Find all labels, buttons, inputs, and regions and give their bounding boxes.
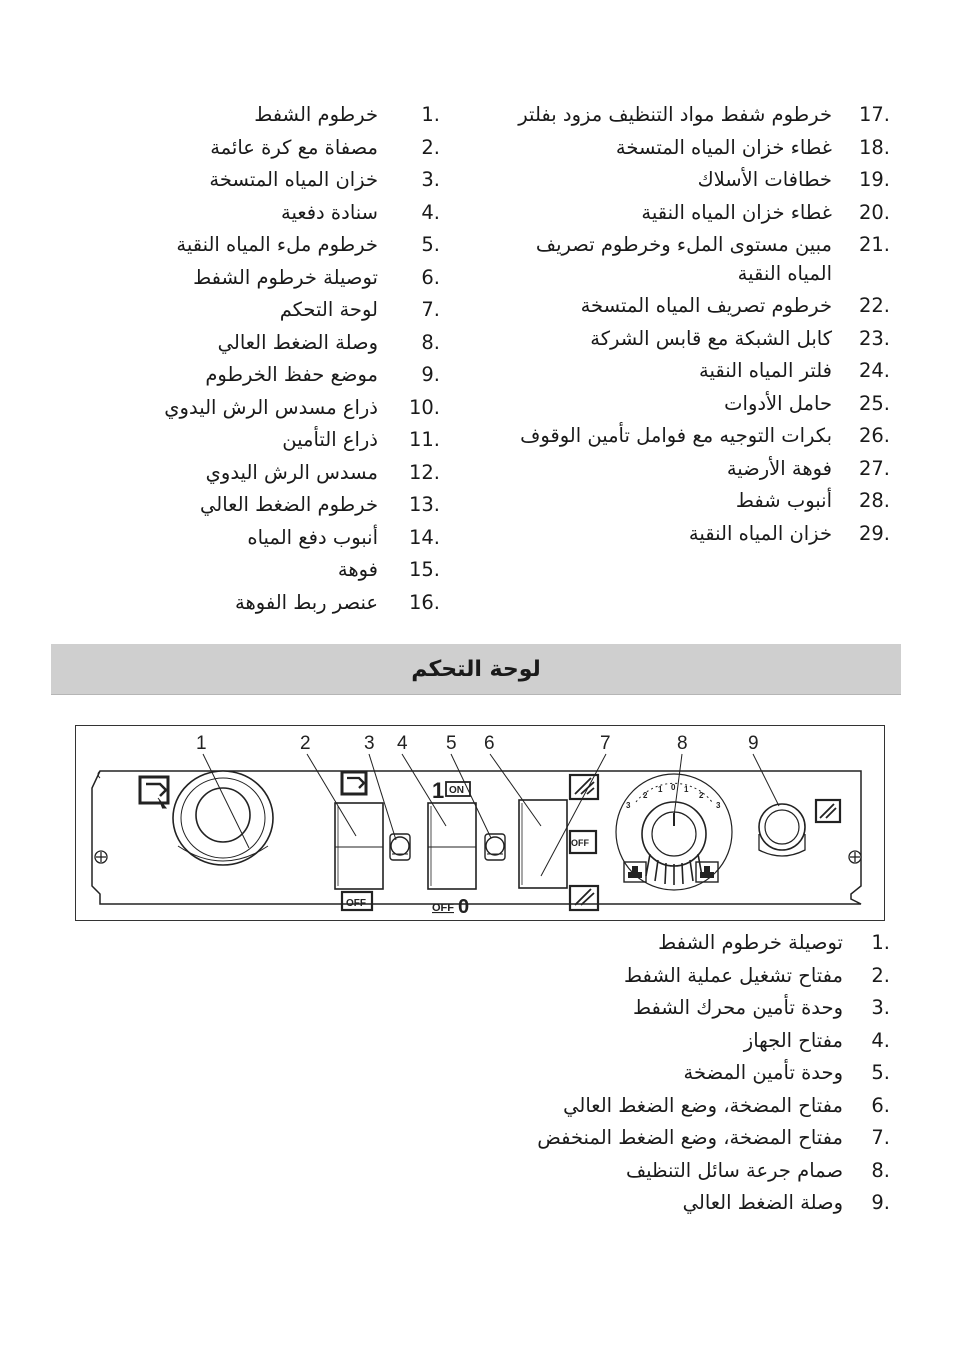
list-item-text: خرطوم تصريف المياه المتسخة bbox=[580, 294, 832, 317]
parts-list-item bbox=[140, 296, 440, 325]
list-item-number: 2. bbox=[871, 963, 890, 987]
parts-list-item bbox=[140, 361, 440, 390]
list-item-number: 14. bbox=[408, 525, 440, 549]
parts-list-right bbox=[500, 101, 890, 552]
list-item-number: 26. bbox=[858, 424, 890, 447]
pump-fuse[interactable] bbox=[485, 834, 505, 860]
list-item-number: 28. bbox=[858, 489, 890, 512]
list-item-number: 16. bbox=[408, 590, 440, 614]
svg-text:3: 3 bbox=[716, 801, 721, 810]
list-item-number: 25. bbox=[858, 391, 890, 415]
parts-list-item bbox=[500, 455, 890, 484]
high-pressure-outlet-icon bbox=[816, 800, 840, 822]
section-header bbox=[51, 644, 901, 695]
parts-list-item bbox=[140, 231, 440, 260]
parts-list-item bbox=[500, 292, 890, 321]
device-switch[interactable] bbox=[428, 803, 476, 889]
left-screw bbox=[95, 851, 107, 863]
parts-list-item bbox=[140, 166, 440, 195]
list-item-text: وصلة الضغط العالي bbox=[217, 330, 378, 354]
parts-list-item bbox=[140, 329, 440, 358]
svg-text:OFF: OFF bbox=[346, 898, 366, 909]
suction-switch-icon bbox=[342, 772, 366, 794]
control-panel-list bbox=[480, 929, 890, 1222]
parts-list-item bbox=[500, 166, 890, 195]
callout-7: 7 bbox=[600, 733, 611, 754]
list-item-text: وحدة تأمين محرك الشفط bbox=[632, 996, 843, 1019]
parts-list-left bbox=[140, 101, 440, 621]
list-item-number: 15. bbox=[408, 558, 440, 581]
suction-off-icon bbox=[342, 892, 372, 910]
parts-list-item bbox=[500, 422, 890, 451]
list-item-text: أنبوب دفع المياه bbox=[247, 525, 378, 549]
list-item-text: فوهة الأرضية bbox=[726, 456, 832, 480]
parts-list-item bbox=[140, 491, 440, 520]
parts-list-item bbox=[140, 459, 440, 488]
list-item-number: 10. bbox=[408, 395, 440, 419]
list-item-text: سنادة دفعية bbox=[280, 200, 378, 224]
suction-hose-connection[interactable] bbox=[173, 771, 273, 865]
list-item-number: 22. bbox=[858, 294, 890, 317]
list-item-number: 8. bbox=[871, 1158, 890, 1182]
list-item-text: مفتاح المضخة، وضع الضغط العالي bbox=[563, 1093, 843, 1117]
list-item-text: موضع حفظ الخرطوم bbox=[205, 363, 378, 386]
list-item-number: 4. bbox=[421, 200, 440, 224]
list-item-text: خرطوم شفط مواد التنظيف مزود بفلتر bbox=[518, 103, 832, 126]
parts-list-item bbox=[500, 325, 890, 354]
control-panel-list-item bbox=[480, 994, 890, 1023]
list-item-text: خرطوم الضغط العالي bbox=[200, 493, 378, 516]
callout-9: 9 bbox=[748, 733, 759, 754]
list-item-number: 27. bbox=[858, 456, 890, 480]
parts-list-item bbox=[140, 589, 440, 618]
parts-list-item bbox=[140, 199, 440, 228]
list-item-text: كابل الشبكة مع قابس الشركة bbox=[590, 326, 832, 350]
suction-motor-fuse[interactable] bbox=[390, 834, 410, 860]
svg-text:2: 2 bbox=[699, 791, 704, 800]
pump-off-icon bbox=[570, 831, 596, 853]
device-switch-off-icon bbox=[432, 896, 469, 918]
control-panel-list-item bbox=[480, 962, 890, 991]
callout-8: 8 bbox=[677, 733, 688, 754]
callout-4: 4 bbox=[397, 733, 408, 754]
list-item-text: مفتاح تشغيل عملية الشفط bbox=[623, 963, 843, 987]
list-item-number: 20. bbox=[858, 200, 890, 224]
list-item-number: 5. bbox=[421, 233, 440, 256]
svg-text:1: 1 bbox=[658, 785, 663, 794]
list-item-number: 23. bbox=[858, 326, 890, 350]
list-item-text: بكرات التوجيه مع فوامل تأمين الوقوف bbox=[520, 424, 832, 447]
list-item-number: 9. bbox=[421, 363, 440, 386]
list-item-text: مبين مستوى الملء وخرطوم تصريف المياه النقية bbox=[535, 233, 832, 285]
parts-list-item bbox=[500, 520, 890, 549]
list-item-text: توصيلة خرطوم الشفط bbox=[193, 265, 378, 289]
list-item-number: 21. bbox=[858, 233, 890, 256]
right-screw bbox=[849, 851, 861, 863]
list-item-text: وحدة تأمين المضخة bbox=[683, 1061, 843, 1084]
list-item-number: 29. bbox=[858, 521, 890, 545]
list-item-text: خطافات الأسلاك bbox=[697, 168, 832, 191]
callout-2: 2 bbox=[300, 733, 311, 754]
control-panel-list-item bbox=[480, 1059, 890, 1088]
list-item-text: عنصر ربط الفوهة bbox=[235, 590, 378, 614]
list-item-text: ذراع مسدس الرش اليدوي bbox=[164, 395, 378, 419]
list-item-number: 6. bbox=[871, 1093, 890, 1117]
list-item-text: فوهة bbox=[337, 558, 378, 581]
list-item-text: خرطوم الشفط bbox=[254, 103, 378, 126]
list-item-number: 3. bbox=[871, 996, 890, 1019]
callout-5: 5 bbox=[446, 733, 457, 754]
list-item-text: لوحة التحكم bbox=[279, 298, 378, 321]
control-panel-list-item bbox=[480, 1157, 890, 1186]
list-item-text: مفتاح المضخة، وضع الضغط المنخفض bbox=[537, 1126, 843, 1149]
parts-list-item bbox=[140, 556, 440, 585]
parts-list-item bbox=[140, 264, 440, 293]
list-item-number: 7. bbox=[871, 1126, 890, 1149]
list-item-number: 13. bbox=[408, 493, 440, 516]
list-item-number: 8. bbox=[421, 330, 440, 354]
callout-1: 1 bbox=[196, 733, 207, 754]
list-item-text: فلتر المياه النقية bbox=[699, 359, 832, 382]
list-item-text: غطاء خزان المياه المتسخة bbox=[615, 135, 832, 159]
control-panel-list-item bbox=[480, 1189, 890, 1218]
list-item-number: 3. bbox=[421, 168, 440, 191]
list-item-number: 1. bbox=[421, 103, 440, 126]
parts-list-item bbox=[140, 134, 440, 163]
parts-list-item bbox=[500, 487, 890, 516]
list-item-number: 1. bbox=[871, 931, 890, 954]
parts-list-item bbox=[500, 231, 890, 288]
list-item-number: 2. bbox=[421, 135, 440, 159]
svg-text:ON: ON bbox=[449, 785, 464, 796]
list-item-number: 18. bbox=[858, 135, 890, 159]
pump-switch[interactable] bbox=[519, 800, 567, 888]
list-item-number: 6. bbox=[421, 265, 440, 289]
parts-list-item bbox=[500, 390, 890, 419]
list-item-text: خرطوم ملء المياه النقية bbox=[176, 233, 378, 256]
list-item-number: 9. bbox=[871, 1191, 890, 1214]
suction-hose-icon bbox=[140, 777, 168, 808]
svg-text:3: 3 bbox=[626, 801, 631, 810]
svg-text:2: 2 bbox=[643, 791, 648, 800]
list-item-text: أنبوب شفط bbox=[735, 489, 832, 512]
list-item-text: غطاء خزان المياه النقية bbox=[641, 200, 832, 224]
list-item-number: 17. bbox=[858, 103, 890, 126]
detergent-min-icon bbox=[624, 862, 646, 882]
list-item-number: 4. bbox=[871, 1028, 890, 1052]
control-panel-list-item bbox=[480, 1027, 890, 1056]
parts-list-item bbox=[140, 524, 440, 553]
control-panel-list-item bbox=[480, 1092, 890, 1121]
parts-list-item bbox=[140, 101, 440, 130]
list-item-text: وصلة الضغط العالي bbox=[682, 1191, 843, 1214]
svg-text:1: 1 bbox=[684, 785, 689, 794]
list-item-text: مسدس الرش اليدوي bbox=[205, 460, 378, 484]
list-item-text: خزان المياه المتسخة bbox=[209, 168, 378, 191]
svg-text:OFF: OFF bbox=[571, 838, 589, 848]
list-item-text: حامل الأدوات bbox=[724, 391, 832, 415]
section-title: لوحة التحكم bbox=[411, 656, 541, 682]
parts-list-item bbox=[500, 101, 890, 130]
list-item-number: 12. bbox=[408, 460, 440, 484]
spray-low-pressure-icon bbox=[570, 886, 598, 910]
list-item-number: 24. bbox=[858, 359, 890, 382]
control-panel-list-item bbox=[480, 929, 890, 958]
parts-list-item bbox=[140, 394, 440, 423]
list-item-text: مصفاة مع كرة عائمة bbox=[210, 135, 378, 159]
control-panel-drawing bbox=[76, 726, 886, 922]
parts-list-item bbox=[500, 199, 890, 228]
control-panel-diagram bbox=[75, 725, 885, 921]
svg-text:0: 0 bbox=[458, 896, 470, 918]
parts-list-item bbox=[500, 134, 890, 163]
list-item-text: مفتاح الجهاز bbox=[743, 1028, 843, 1052]
list-item-number: 11. bbox=[408, 428, 440, 451]
list-item-number: 5. bbox=[871, 1061, 890, 1084]
svg-text:0: 0 bbox=[671, 783, 676, 792]
control-panel-list-item bbox=[480, 1124, 890, 1153]
list-item-text: صمام جرعة سائل التنظيف bbox=[625, 1158, 843, 1182]
svg-text:1: 1 bbox=[432, 778, 445, 803]
list-item-text: ذراع التأمين bbox=[282, 428, 378, 451]
list-item-text: خزان المياه النقية bbox=[688, 521, 832, 545]
parts-list-item bbox=[140, 426, 440, 455]
parts-list-item bbox=[500, 357, 890, 386]
list-item-text: توصيلة خرطوم الشفط bbox=[658, 931, 843, 954]
svg-text:OFF: OFF bbox=[432, 902, 454, 914]
suction-switch[interactable] bbox=[335, 803, 383, 889]
callout-3: 3 bbox=[364, 733, 375, 754]
list-item-number: 7. bbox=[421, 298, 440, 321]
callout-6: 6 bbox=[484, 733, 495, 754]
high-pressure-outlet[interactable] bbox=[759, 804, 805, 856]
list-item-number: 19. bbox=[858, 168, 890, 191]
